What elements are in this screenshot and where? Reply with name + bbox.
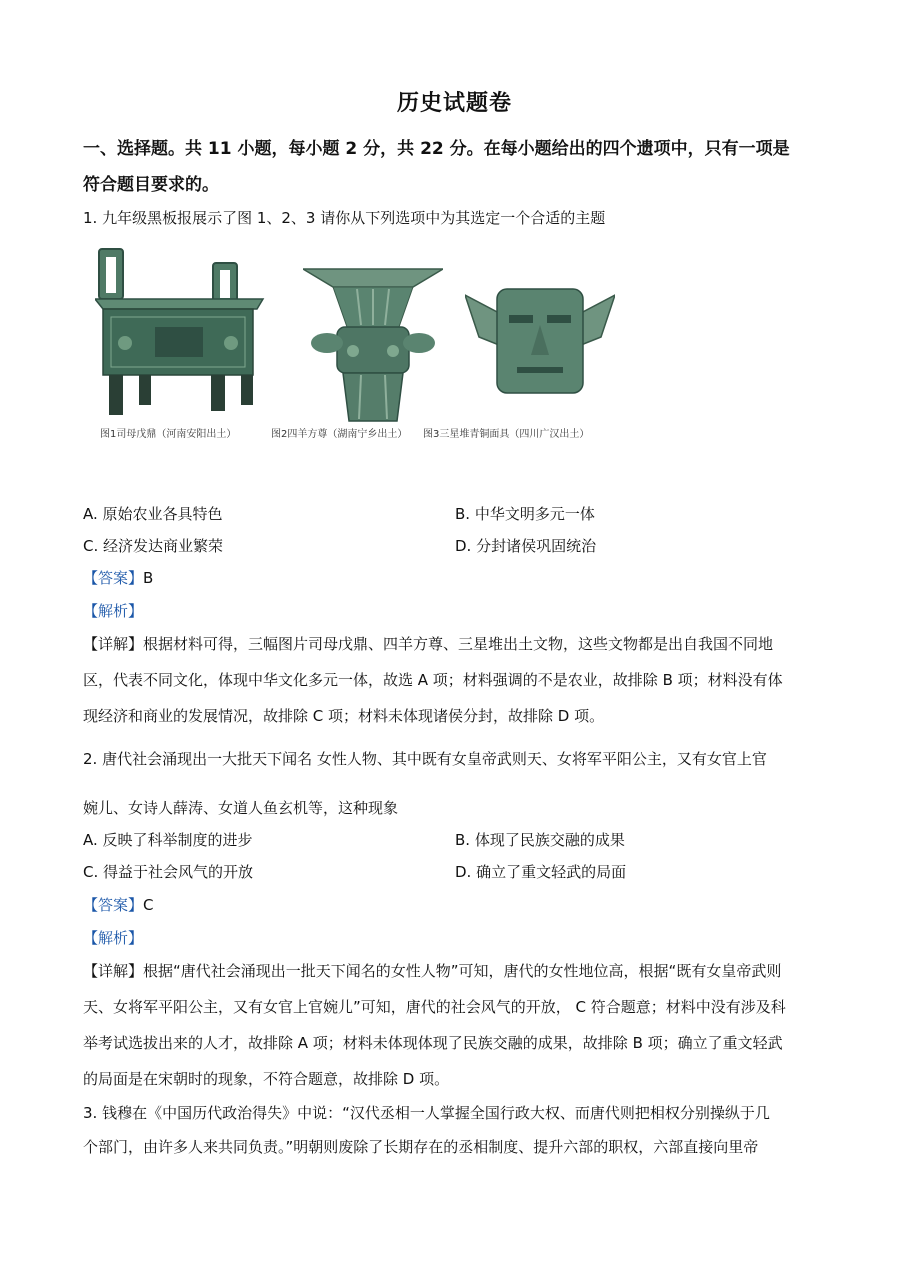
q2-detail-line-3: 举考试选拔出来的人才，故排除 A 项；材料未体现体现了民族交融的成果，故排除 B 项；确立了重文轻武 bbox=[83, 1034, 783, 1052]
q2-option-d: D. 确立了重文轻武的局面 bbox=[455, 863, 627, 881]
section-heading-line-2: 符合题目要求的。 bbox=[83, 175, 219, 195]
analysis-tag: 【解析】 bbox=[83, 602, 144, 620]
detail-tag: 【详解】 bbox=[83, 635, 144, 653]
answer-value: C bbox=[143, 896, 154, 914]
figure-2-caption: 图2四羊方尊（湖南宁乡出土） bbox=[271, 429, 408, 440]
q2-option-b: B. 体现了民族交融的成果 bbox=[455, 831, 625, 849]
q2-answer bbox=[83, 894, 154, 916]
zun-image bbox=[303, 265, 443, 425]
q1-option-b: B. 中华文明多元一体 bbox=[455, 505, 595, 523]
detail-text: 根据材料可得，三幅图片司母戊鼎、四羊方尊、三星堆出土文物，这些文物都是出自我国不同地 bbox=[143, 635, 774, 653]
q2-stem-line-1: 2. 唐代社会涌现出一大批天下闻名 女性人物、其中既有女皇帝武则天、女将军平阳公主，又有女官上官 bbox=[83, 750, 767, 768]
q2-detail-line-1 bbox=[83, 960, 781, 982]
mask-image bbox=[465, 285, 615, 397]
q2-stem-line-2: 婉儿、女诗人薛涛、女道人鱼玄机等，这种现象 bbox=[83, 799, 399, 817]
q1-detail-line-3: 现经济和商业的发展情况，故排除 C 项；材料未体现诸侯分封，故排除 D 项。 bbox=[83, 707, 605, 725]
analysis-tag: 【解析】 bbox=[83, 929, 144, 947]
page-title: 历史试题卷 bbox=[396, 91, 512, 116]
q3-stem-line-1: 3. 钱穆在《中国历代政治得失》中说：“汉代丞相一人掌握全国行政大权、而唐代则把相权分别操纵于几 bbox=[83, 1104, 770, 1122]
figure-3-caption: 图3三星堆青铜面具（四川广汉出土） bbox=[423, 429, 590, 440]
q1-option-c: C. 经济发达商业繁荣 bbox=[83, 537, 224, 555]
q1-stem: 1. 九年级黑板报展示了图 1、2、3 请你从下列选项中为其选定一个合适的主题 bbox=[83, 209, 606, 227]
answer-tag: 【答案】 bbox=[83, 896, 144, 914]
q1-figures bbox=[95, 243, 615, 443]
q2-detail-line-2: 天、女将军平阳公主，又有女官上官婉儿”可知，唐代的社会风气的开放， C 符合题意；材料中没有涉及科 bbox=[83, 998, 786, 1016]
q2-analysis-tag bbox=[83, 927, 143, 949]
q1-answer bbox=[83, 567, 153, 589]
q1-option-a: A. 原始农业各具特色 bbox=[83, 505, 223, 523]
q2-option-a: A. 反映了科举制度的进步 bbox=[83, 831, 253, 849]
answer-tag: 【答案】 bbox=[83, 569, 144, 587]
figure-1-caption: 图1司母戊鼎（河南安阳出土） bbox=[100, 429, 237, 440]
q1-detail-line-2: 区，代表不同文化，体现中华文化多元一体，故选 A 项；材料强调的不是农业，故排除 B 项；材料没有体 bbox=[83, 671, 783, 689]
q3-stem-line-2: 个部门，由许多人来共同负责。”明朝则废除了长期存在的丞相制度、提升六部的职权，六部直接向里帝 bbox=[83, 1138, 759, 1156]
q2-option-c: C. 得益于社会风气的开放 bbox=[83, 863, 254, 881]
answer-value: B bbox=[143, 569, 154, 587]
q1-detail-line-1 bbox=[83, 633, 773, 655]
detail-text: 根据“唐代社会涌现出一批天下闻名的女性人物”可知，唐代的女性地位高，根据“既有女皇帝武则 bbox=[143, 962, 782, 980]
q2-detail-line-4: 的局面是在宋朝时的现象，不符合题意，故排除 D 项。 bbox=[83, 1070, 450, 1088]
section-heading-line-1: 一、选择题。共 11 小题，每小题 2 分，共 22 分。在每小题给出的四个遗项中，只有一项是 bbox=[83, 139, 790, 159]
q1-option-d: D. 分封诸侯巩固统治 bbox=[455, 537, 597, 555]
q1-analysis-tag bbox=[83, 600, 143, 622]
detail-tag: 【详解】 bbox=[83, 962, 144, 980]
ding-image bbox=[95, 243, 267, 421]
